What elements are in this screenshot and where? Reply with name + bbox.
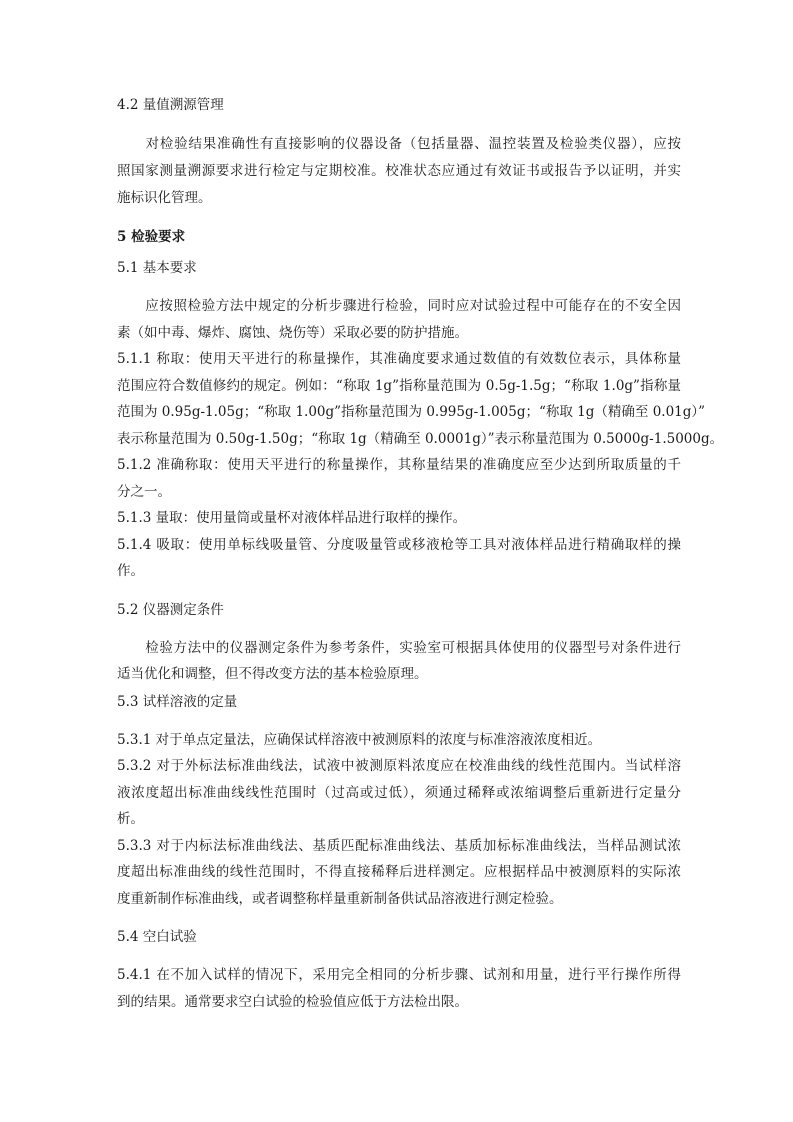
paragraph-line: 检验方法中的仪器测定条件为参考条件，实验室可根据具体使用的仪器型号对条件进行 xyxy=(117,640,681,656)
paragraph-line: 5.1.3 量取：使用量筒或量杯对液体样品进行取样的操作。 xyxy=(117,510,467,526)
paragraph-line: 施标识化管理。 xyxy=(117,190,212,206)
paragraph-line: 5.3.1 对于单点定量法，应确保试样溶液中被测原料的浓度与标准溶液浓度相近。 xyxy=(117,732,602,748)
section-heading-5-4: 5.4 空白试验 xyxy=(117,929,197,945)
paragraph-line: 范围为 0.95g-1.05g；“称取 1.00g”指称量范围为 0.995g-1.005g；“称取 1g（精确至 0.01g）” xyxy=(117,404,706,420)
paragraph-line: 应按照检验方法中规定的分析步骤进行检验，同时应对试验过程中可能存在的不安全因 xyxy=(117,298,681,314)
section-heading-5-1: 5.1 基本要求 xyxy=(117,260,197,276)
paragraph-line: 素（如中毒、爆炸、腐蚀、烧伤等）采取必要的防护措施。 xyxy=(117,325,468,341)
paragraph-line: 析。 xyxy=(117,811,144,827)
paragraph-line: 度重新制作标准曲线，或者调整称样量重新制备供试品溶液进行测定检验。 xyxy=(117,891,563,907)
paragraph-line: 液浓度超出标准曲线线性范围时（过高或过低），须通过稀释或浓缩调整后重新进行定量分 xyxy=(117,785,681,801)
paragraph-line: 5.1.2 准确称取：使用天平进行的称量操作，其称量结果的准确度应至少达到所取质量的千 xyxy=(117,457,681,473)
paragraph-line: 5.3.3 对于内标法标准曲线法、基质匹配标准曲线法、基质加标标准曲线法，当样品测试浓 xyxy=(117,838,681,854)
paragraph-line: 5.1.1 称取：使用天平进行的称量操作，其准确度要求通过数值的有效数位表示，具体称量 xyxy=(117,351,681,367)
paragraph-line: 到的结果。通常要求空白试验的检验值应低于方法检出限。 xyxy=(117,994,468,1010)
paragraph-line: 分之一。 xyxy=(117,484,171,500)
paragraph-line: 作。 xyxy=(117,563,144,579)
paragraph-line: 5.3.2 对于外标法标准曲线法，试液中被测原料浓度应在校准曲线的线性范围内。当试样溶 xyxy=(117,758,681,774)
paragraph-line: 度超出标准曲线的线性范围时，不得直接稀释后进样测定。应根据样品中被测原料的实际浓 xyxy=(117,864,681,880)
paragraph-line: 适当优化和调整，但不得改变方法的基本检验原理。 xyxy=(117,666,428,682)
paragraph-line: 对检验结果准确性有直接影响的仪器设备（包括量器、温控装置及检验类仪器），应按 xyxy=(117,136,681,152)
paragraph-line: 表示称量范围为 0.50g-1.50g；“称取 1g（精确至 0.0001g）”表示称量范围为 0.5000g-1.5000g。 xyxy=(117,431,724,447)
paragraph-line: 5.1.4 吸取：使用单标线吸量管、分度吸量管或移液枪等工具对液体样品进行精确取样的操 xyxy=(117,537,681,553)
section-heading-4-2: 4.2 量值溯源管理 xyxy=(117,97,224,113)
section-heading-5-2: 5.2 仪器测定条件 xyxy=(117,602,224,618)
section-heading-5: 5 检验要求 xyxy=(117,229,186,245)
paragraph-line: 照国家测量溯源要求进行检定与定期校准。校准状态应通过有效证书或报告予以证明，并实 xyxy=(117,163,681,179)
section-heading-5-3: 5.3 试样溶液的定量 xyxy=(117,694,238,710)
paragraph-line: 范围应符合数值修约的规定。例如：“称取 1g”指称量范围为 0.5g-1.5g；“称取 1.0g”指称量 xyxy=(117,378,681,394)
paragraph-line: 5.4.1 在不加入试样的情况下，采用完全相同的分析步骤、试剂和用量，进行平行操作所得 xyxy=(117,967,681,983)
